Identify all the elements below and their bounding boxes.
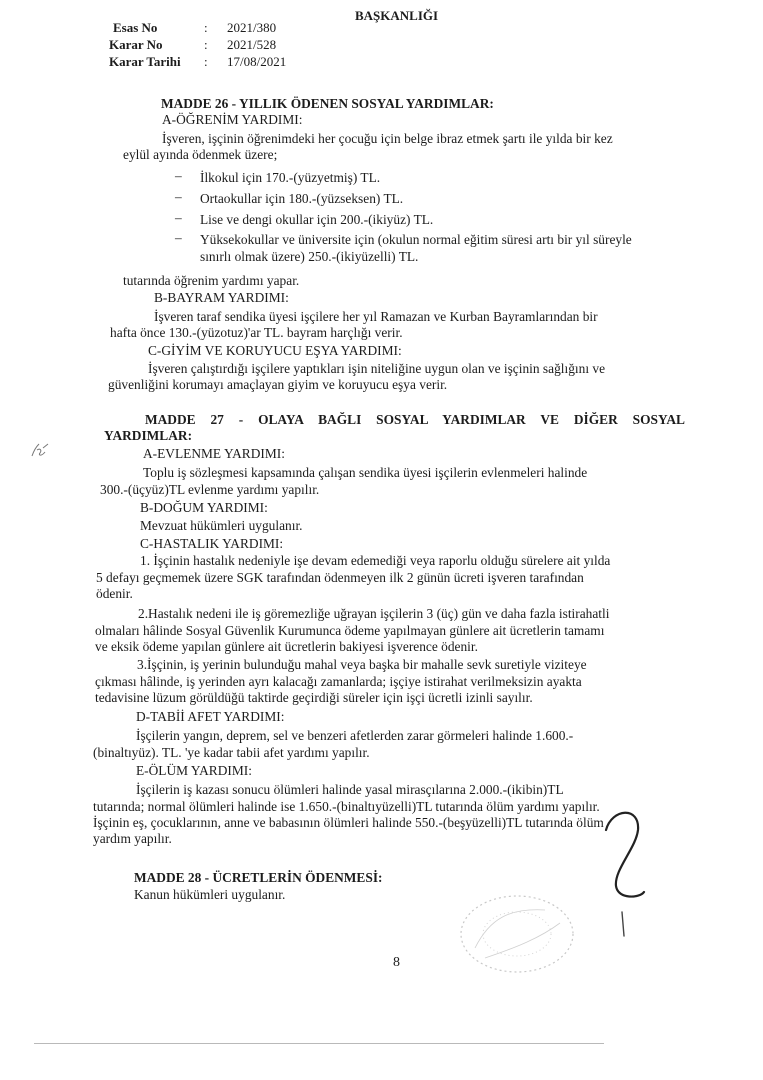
list-dash: – xyxy=(175,168,182,183)
paragraph-line: Mevzuat hükümleri uygulanır. xyxy=(140,518,303,533)
page-number: 8 xyxy=(393,955,400,970)
karar-colon: : xyxy=(204,37,208,52)
esas-colon: : xyxy=(204,20,208,35)
list-item: İlkokul için 170.-(yüzyetmiş) TL. xyxy=(200,170,381,185)
karar-label: Karar No xyxy=(109,37,163,52)
paragraph-line: 3.İşçinin, iş yerinin bulunduğu mahal veya başka bir mahalle sevk suretiyle viziteye xyxy=(137,657,587,672)
dogum-yardimi-title: B-DOĞUM YARDIMI: xyxy=(140,500,268,515)
paragraph-line: tutarında öğrenim yardımı yapar. xyxy=(123,273,300,288)
paragraph-line: 5 defayı geçmemek üzere SGK tarafından ödenmeyen ilk 2 günün ücreti işveren tarafından xyxy=(96,570,584,585)
list-dash: – xyxy=(175,210,182,225)
list-item: Lise ve dengi okullar için 200.-(ikiyüz) TL. xyxy=(200,212,434,227)
karar-tarihi-value: 17/08/2021 xyxy=(227,54,287,69)
signature-icon xyxy=(600,800,650,940)
madde-26-heading: MADDE 26 - YILLIK ÖDENEN SOSYAL YARDIMLAR: xyxy=(161,96,494,111)
madde-28-heading: MADDE 28 - ÜCRETLERİN ÖDENMESİ: xyxy=(134,870,383,885)
karar-tarihi-colon: : xyxy=(204,54,208,69)
paragraph-line: tedavisine lüzum görüldüğü taktirde geçirdiği süreler için işçi ücretli izinli sayılır. xyxy=(95,690,533,705)
list-dash: – xyxy=(175,230,182,245)
paragraph-line: çıkması hâlinde, iş yerinden ayrı kalacağı zamanlarda; işçiye istirahat verilmeksizin ayakta xyxy=(95,674,582,689)
paragraph-line: İşçilerin yangın, deprem, sel ve benzeri afetlerden zarar görmeleri halinde 1.600.- xyxy=(136,728,574,743)
paragraph-line: ve eksik ödeme yapılan günlere ait ücretlerin bakiyesi işverence ödenir. xyxy=(95,639,478,654)
footer-divider xyxy=(34,1043,604,1044)
karar-value: 2021/528 xyxy=(227,37,277,52)
esas-label: Esas No xyxy=(113,20,158,35)
paragraph-line: ödenir. xyxy=(96,586,133,601)
esas-value: 2021/380 xyxy=(227,20,277,35)
olum-yardimi-title: E-ÖLÜM YARDIMI: xyxy=(136,763,252,778)
paragraph-line: tutarında; normal ölümleri halinde ise 1.650.-(binaltıyüzelli)TL tutarında ölüm yardımı yapılır. xyxy=(93,799,600,814)
madde-27-heading: MADDE 27 - OLAYA BAĞLI SOSYAL YARDIMLAR VE DİĞER SOSYAL xyxy=(145,412,685,427)
list-item: sınırlı olmak üzere) 250.-(ikiyüzelli) TL. xyxy=(200,249,419,264)
list-item: Yüksekokullar ve üniversite için (okulun normal eğitim süresi artı bir yıl süreyle xyxy=(200,232,632,247)
paragraph-line: güvenliğini korumayı amaçlayan giyim ve koruyucu eşya verir. xyxy=(108,377,448,392)
paragraph-line: İşveren taraf sendika üyesi işçilere her yıl Ramazan ve Kurban Bayramlarından bir xyxy=(154,309,598,324)
karar-tarihi-label: Karar Tarihi xyxy=(109,54,181,69)
ogrenim-yardimi-title: A-ÖĞRENİM YARDIMI: xyxy=(162,112,303,127)
handwritten-initials-mark xyxy=(28,438,52,462)
paragraph-line: 300.-(üçyüz)TL evlenme yardımı yapılır. xyxy=(100,482,320,497)
court-stamp-icon xyxy=(455,888,585,978)
bayram-yardimi-title: B-BAYRAM YARDIMI: xyxy=(154,290,289,305)
hastalik-yardimi-title: C-HASTALIK YARDIMI: xyxy=(140,536,284,551)
paragraph-line: olmaları hâlinde Sosyal Güvenlik Kurumunca ödeme yapılmayan günlere ait ücretlerin tamamı xyxy=(95,623,605,638)
paragraph-line: Kanun hükümleri uygulanır. xyxy=(134,887,286,902)
evlenme-yardimi-title: A-EVLENME YARDIMI: xyxy=(143,446,285,461)
list-dash: – xyxy=(175,189,182,204)
paragraph-line: İşveren çalıştırdığı işçilere yaptıkları işin niteliğine uygun olan ve işçinin sağlığını ve xyxy=(148,361,606,376)
paragraph-line: 2.Hastalık nedeni ile iş göremezliğe uğrayan işçilerin 3 (üç) gün ve daha fazla istirahatli xyxy=(138,606,610,621)
paragraph-line: İşçilerin iş kazası sonucu ölümleri halinde yasal mirasçılarına 2.000.-(ikibin)TL xyxy=(136,782,564,797)
paragraph-line: İşveren, işçinin öğrenimdeki her çocuğu için belge ibraz etmek şartı ile yılda bir kez xyxy=(162,131,613,146)
paragraph-line: Toplu iş sözleşmesi kapsamında çalışan sendika üyesi işçilerin evlenmeleri halinde xyxy=(143,465,588,480)
paragraph-line: İşçinin eş, çocuklarının, anne ve babasının ölümleri halinde 550.-(beşyüzelli)TL tutarında ölüm xyxy=(93,815,604,830)
madde-27-heading-cont: YARDIMLAR: xyxy=(104,428,193,443)
paragraph-line: (binaltıyüz). TL. 'ye kadar tabii afet yardımı yapılır. xyxy=(93,745,370,760)
page-title: BAŞKANLIĞI xyxy=(355,8,439,23)
list-item: Ortaokullar için 180.-(yüzseksen) TL. xyxy=(200,191,404,206)
tabii-afet-yardimi-title: D-TABİİ AFET YARDIMI: xyxy=(136,709,285,724)
paragraph-line: eylül ayında ödenmek üzere; xyxy=(123,147,278,162)
paragraph-line: 1. İşçinin hastalık nedeniyle işe devam edemediği veya raporlu olduğu sürelere ait yılda xyxy=(140,553,611,568)
giyim-yardimi-title: C-GİYİM VE KORUYUCU EŞYA YARDIMI: xyxy=(148,343,402,358)
paragraph-line: yardım yapılır. xyxy=(93,831,172,846)
paragraph-line: hafta önce 130.-(yüzotuz)'ar TL. bayram harçlığı verir. xyxy=(110,325,403,340)
